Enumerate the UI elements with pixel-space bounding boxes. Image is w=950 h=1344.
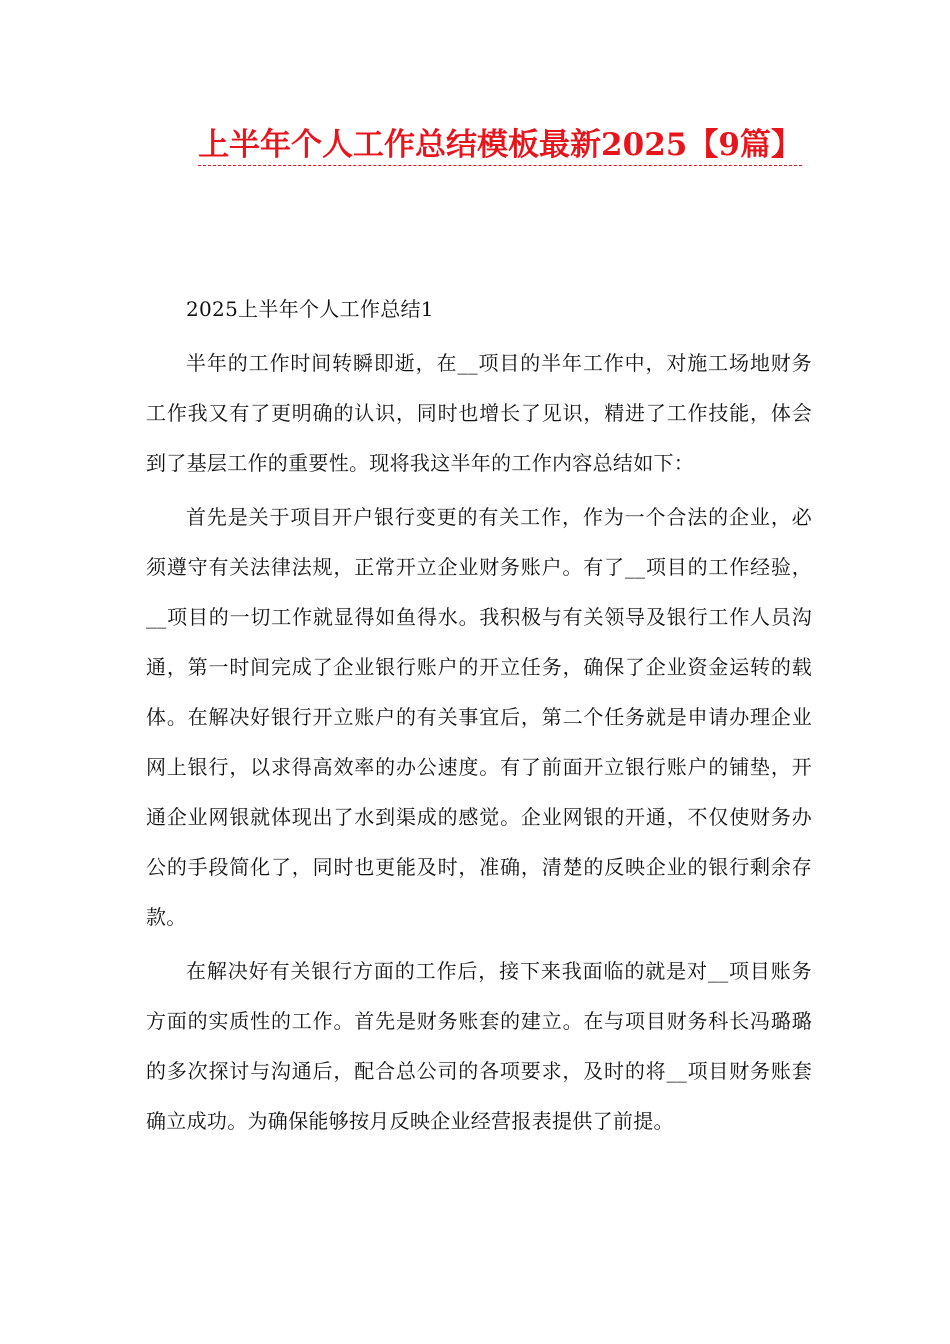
section-heading: 2025上半年个人工作总结1 <box>186 297 434 321</box>
paragraph-3: 在解决好有关银行方面的工作后，接下来我面临的就是对__项目账务方面的实质性的工作。首先是财务账套的建立。在与项目财务科长冯璐璐的多次探讨与沟通后，配合总公司的各项要求，及时的将__项目财务账套确立成功。为确保能够按月反映企业经营报表提供了前提。 <box>146 959 812 1133</box>
title-text: 上半年个人工作总结模板最新2025【9篇】 <box>198 127 802 166</box>
paragraph-2: 首先是关于项目开户银行变更的有关工作，作为一个合法的企业，必须遵守有关法律法规，正常开立企业财务账户。有了__项目的工作经验，__项目的一切工作就显得如鱼得水。我积极与有关领导及银行工作人员沟通，第一时间完成了企业银行账户的开立任务，确保了企业资金运转的载体。在解决好银行开立账户的有关事宜后，第二个任务就是申请办理企业网上银行，以求得高效率的办公速度。有了前面开立银行账户的铺垫，开通企业网银就体现出了水到渠成的感觉。企业网银的开通，不仅使财务办公的手段简化了，同时也更能及时，准确，清楚的反映企业的银行剩余存款。 <box>146 505 812 929</box>
document-body <box>146 284 812 1146</box>
document-title <box>180 122 820 168</box>
paragraph-1: 半年的工作时间转瞬即逝，在__项目的半年工作中，对施工场地财务工作我又有了更明确的认识，同时也增长了见识，精进了工作技能，体会到了基层工作的重要性。现将我这半年的工作内容总结如下： <box>146 351 812 475</box>
